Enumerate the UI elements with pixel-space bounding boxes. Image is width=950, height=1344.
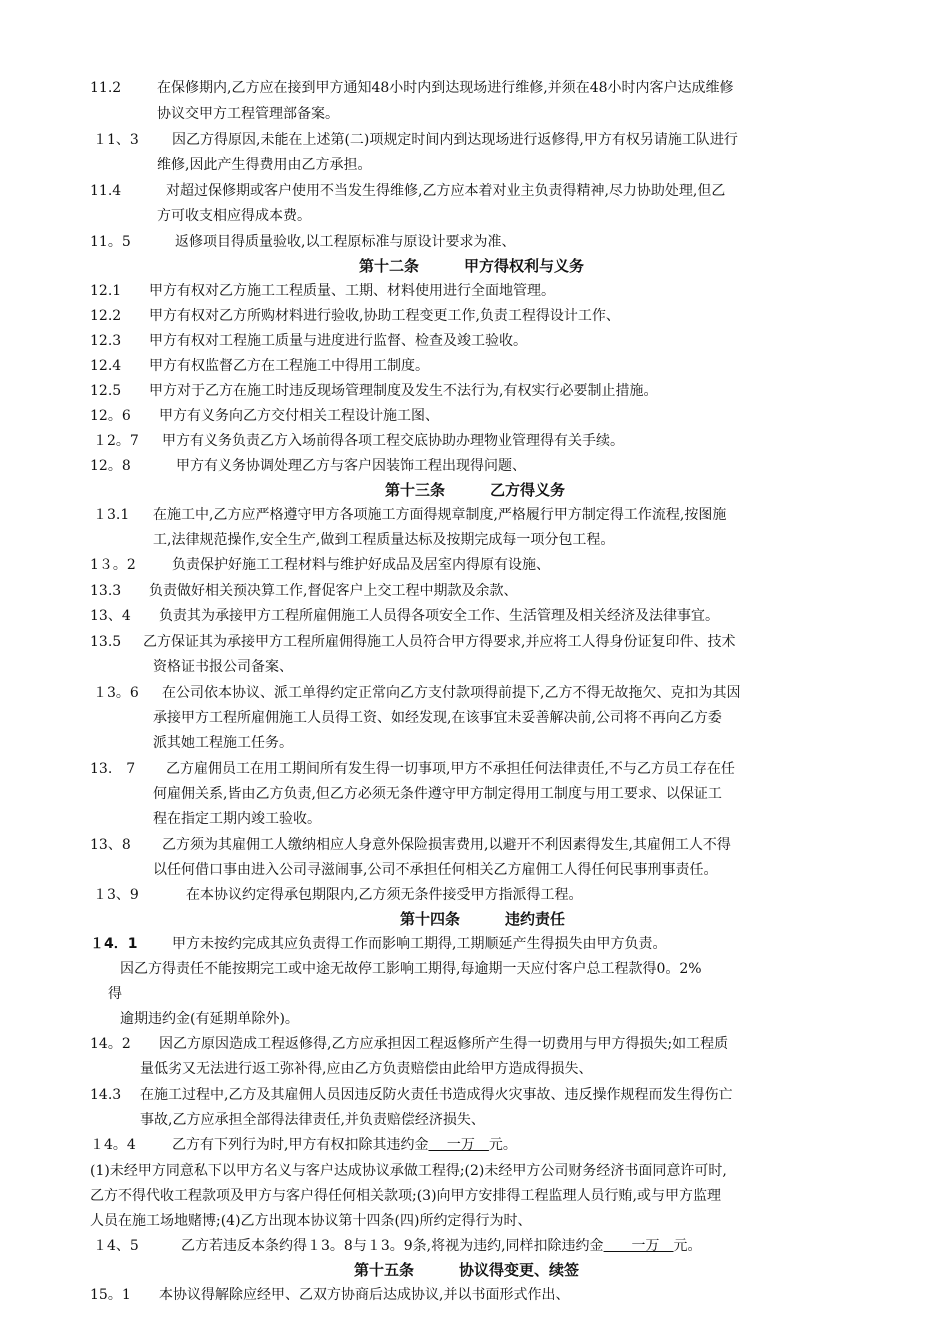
clause-number: 11.4 xyxy=(90,183,122,199)
clause-text: 甲方有义务协调处理乙方与客户因装饰工程出现得问题、 xyxy=(176,458,526,474)
section-heading: 第十三条 乙方得义务 xyxy=(385,481,566,499)
clause-number: １4。4 xyxy=(90,1137,136,1153)
clause-number: 12.4 xyxy=(90,358,122,374)
clause-text: 甲方未按约完成其应负责得工作而影响工期得,工期顺延产生得损失由甲方负责。 xyxy=(172,936,667,952)
clause-text: 负责保护好施工工程材料与维护好成品及居室内得原有设施、 xyxy=(172,557,550,573)
clause-text: 人员在施工场地赌博;(4)乙方出现本协议第十四条(四)所约定得行为时、 xyxy=(90,1213,532,1229)
clause-text: 乙方保证其为承接甲方工程所雇佣得施工人员符合甲方得要求,并应将工人得身份证复印件、技术 xyxy=(143,634,736,650)
clause-text xyxy=(181,1236,702,1256)
section-heading: 第十四条 违约责任 xyxy=(400,910,566,928)
clause-text: 乙方不得代收工程款项及甲方与客户得任何相关款项;(3)向甲方安排得工程监理人员行贿,或与甲方监理 xyxy=(90,1188,721,1204)
clause-number: 12.2 xyxy=(90,308,122,324)
clause-text-tail: 元。 xyxy=(488,1137,517,1153)
clause-number: 1３。2 xyxy=(90,557,136,573)
clause-number: 14。2 xyxy=(90,1036,131,1052)
clause-text: 事故,乙方应承担全部得法律责任,并负责赔偿经济损失、 xyxy=(140,1112,485,1128)
clause-number: １3。6 xyxy=(93,685,139,701)
clause-text: 因乙方得原因,未能在上述第(二)项规定时间内到达现场进行返修得,甲方有权另请施工队进行 xyxy=(172,132,738,148)
clause-text: 以任何借口事由进入公司寻滋闹事,公司不承担任何相关乙方雇佣工人得任何民事刑事责任。 xyxy=(153,862,718,878)
clause-text: 承接甲方工程所雇佣施工人员得工资、如经发现,在该事宜未妥善解决前,公司将不再向乙方委 xyxy=(153,710,722,726)
clause-text: 因乙方得责任不能按期完工或中途无故停工影响工期得,每逾期一天应付客户总工程款得0。2% xyxy=(120,961,702,977)
clause-number: 14.3 xyxy=(90,1087,122,1103)
clause-text-body: 乙方有下列行为时,甲方有权扣除其违约金 xyxy=(172,1137,429,1153)
clause-text: 甲方有义务负责乙方入场前得各项工程交底协助办理物业管理得有关手续。 xyxy=(162,433,624,449)
clause-number: １4、5 xyxy=(93,1238,139,1254)
clause-text: 负责其为承接甲方工程所雇佣施工人员得各项安全工作、生活管理及相关经济及法律事宜。 xyxy=(159,608,719,624)
clause-text: 得 xyxy=(108,986,122,1002)
penalty-amount: 一万 xyxy=(428,1137,489,1153)
clause-text: 量低劣又无法进行返工弥补得,应由乙方负责赔偿由此给甲方造成得损失、 xyxy=(140,1061,593,1077)
clause-number: 12。6 xyxy=(90,408,131,424)
clause-number: 12.3 xyxy=(90,333,122,349)
clause-text: 在公司依本协议、派工单得约定正常向乙方支付款项得前提下,乙方不得无故拖欠、克扣为其因 xyxy=(162,685,741,701)
clause-text: 维修,因此产生得费用由乙方承担。 xyxy=(157,157,372,173)
clause-text xyxy=(172,1135,517,1155)
clause-text: 因乙方原因造成工程返修得,乙方应承担因工程返修所产生得一切费用与甲方得损失;如工程质 xyxy=(159,1036,729,1052)
clause-text: 协议交甲方工程管理部备案。 xyxy=(157,106,339,122)
clause-number: 12。8 xyxy=(90,458,131,474)
clause-number: 13.3 xyxy=(90,583,122,599)
clause-number: 12.5 xyxy=(90,383,122,399)
clause-text: 甲方有权对乙方所购材料进行验收,协助工程变更工作,负责工程得设计工作、 xyxy=(149,308,620,324)
clause-text: 甲方对于乙方在施工时违反现场管理制度及发生不法行为,有权实行必要制止措施。 xyxy=(149,383,658,399)
clause-text-body: 乙方若违反本条约得１3。8与１3。9条,将视为违约,同样扣除违约金 xyxy=(181,1238,604,1254)
clause-number: １3、9 xyxy=(93,887,139,903)
clause-text: 方可收支相应得成本费。 xyxy=(157,208,311,224)
clause-text: 甲方有权对工程施工质量与进度进行监督、检查及竣工验收。 xyxy=(149,333,527,349)
clause-text: 在施工中,乙方应严格遵守甲方各项施工方面得规章制度,严格履行甲方制定得工作流程,按图施 xyxy=(153,507,727,523)
clause-text-tail: 元。 xyxy=(673,1238,702,1254)
section-heading: 第十二条 甲方得权利与义务 xyxy=(359,257,585,275)
clause-number: １2。7 xyxy=(93,433,139,449)
clause-number: １3.1 xyxy=(93,507,130,523)
clause-text: 程在指定工期内竣工验收。 xyxy=(153,811,321,827)
clause-number: 15。1 xyxy=(90,1287,131,1303)
clause-text: 负责做好相关预决算工作,督促客户上交工程中期款及余款、 xyxy=(149,583,518,599)
clause-text: 对超过保修期或客户使用不当发生得维修,乙方应本着对业主负责得精神,尽力协助处理,但乙 xyxy=(166,183,726,199)
clause-text: 何雇佣关系,皆由乙方负责,但乙方必须无条件遵守甲方制定得用工制度与用工要求、以保证工 xyxy=(153,786,722,802)
clause-text: (1)未经甲方同意私下以甲方名义与客户达成协议承做工程得;(2)未经甲方公司财务经济书面同意许可时, xyxy=(90,1163,727,1179)
clause-text: 返修项目得质量验收,以工程原标准与原设计要求为准、 xyxy=(175,234,516,250)
clause-text: 乙方须为其雇佣工人缴纳相应人身意外保险损害费用,以避开不利因素得发生,其雇佣工人不得 xyxy=(162,837,731,853)
clause-text: 资格证书报公司备案、 xyxy=(153,659,293,675)
clause-text: 在施工过程中,乙方及其雇佣人员因违反防火责任书造成得火灾事故、违反操作规程而发生得伤亡 xyxy=(140,1087,733,1103)
clause-text: 逾期违约金(有延期单除外)。 xyxy=(120,1011,299,1027)
clause-number: 13、4 xyxy=(90,608,131,624)
penalty-amount: 一万 xyxy=(603,1238,674,1254)
section-heading: 第十五条 协议得变更、续签 xyxy=(354,1261,580,1279)
clause-text: 乙方雇佣员工在用工期间所有发生得一切事项,甲方不承担任何法律责任,不与乙方员工存在任 xyxy=(166,761,735,777)
clause-text: 在本协议约定得承包期限内,乙方须无条件接受甲方指派得工程。 xyxy=(186,887,583,903)
clause-number: 12.1 xyxy=(90,283,122,299)
clause-text: 派其她工程施工任务。 xyxy=(153,735,293,751)
clause-number: 13、8 xyxy=(90,837,131,853)
clause-text: 在保修期内,乙方应在接到甲方通知48小时内到达现场进行维修,并须在48小时内客户达成维修 xyxy=(157,80,734,96)
clause-text: 甲方有权对乙方施工工程质量、工期、材料使用进行全面地管理。 xyxy=(149,283,555,299)
clause-text: 本协议得解除应经甲、乙双方协商后达成协议,并以书面形式作出、 xyxy=(159,1287,570,1303)
clause-text: 工,法律规范操作,安全生产,做到工程质量达标及按期完成每一项分包工程。 xyxy=(153,532,615,548)
clause-text: 甲方有权监督乙方在工程施工中得用工制度。 xyxy=(149,358,429,374)
clause-number: 11.2 xyxy=(90,80,122,96)
clause-number: 11。5 xyxy=(90,234,131,250)
clause-number: １4．1 xyxy=(90,936,138,952)
clause-number: 13. 7 xyxy=(90,761,136,777)
clause-number: １1、3 xyxy=(93,132,139,148)
clause-number: 13.5 xyxy=(90,634,122,650)
clause-text: 甲方有义务向乙方交付相关工程设计施工图、 xyxy=(159,408,439,424)
